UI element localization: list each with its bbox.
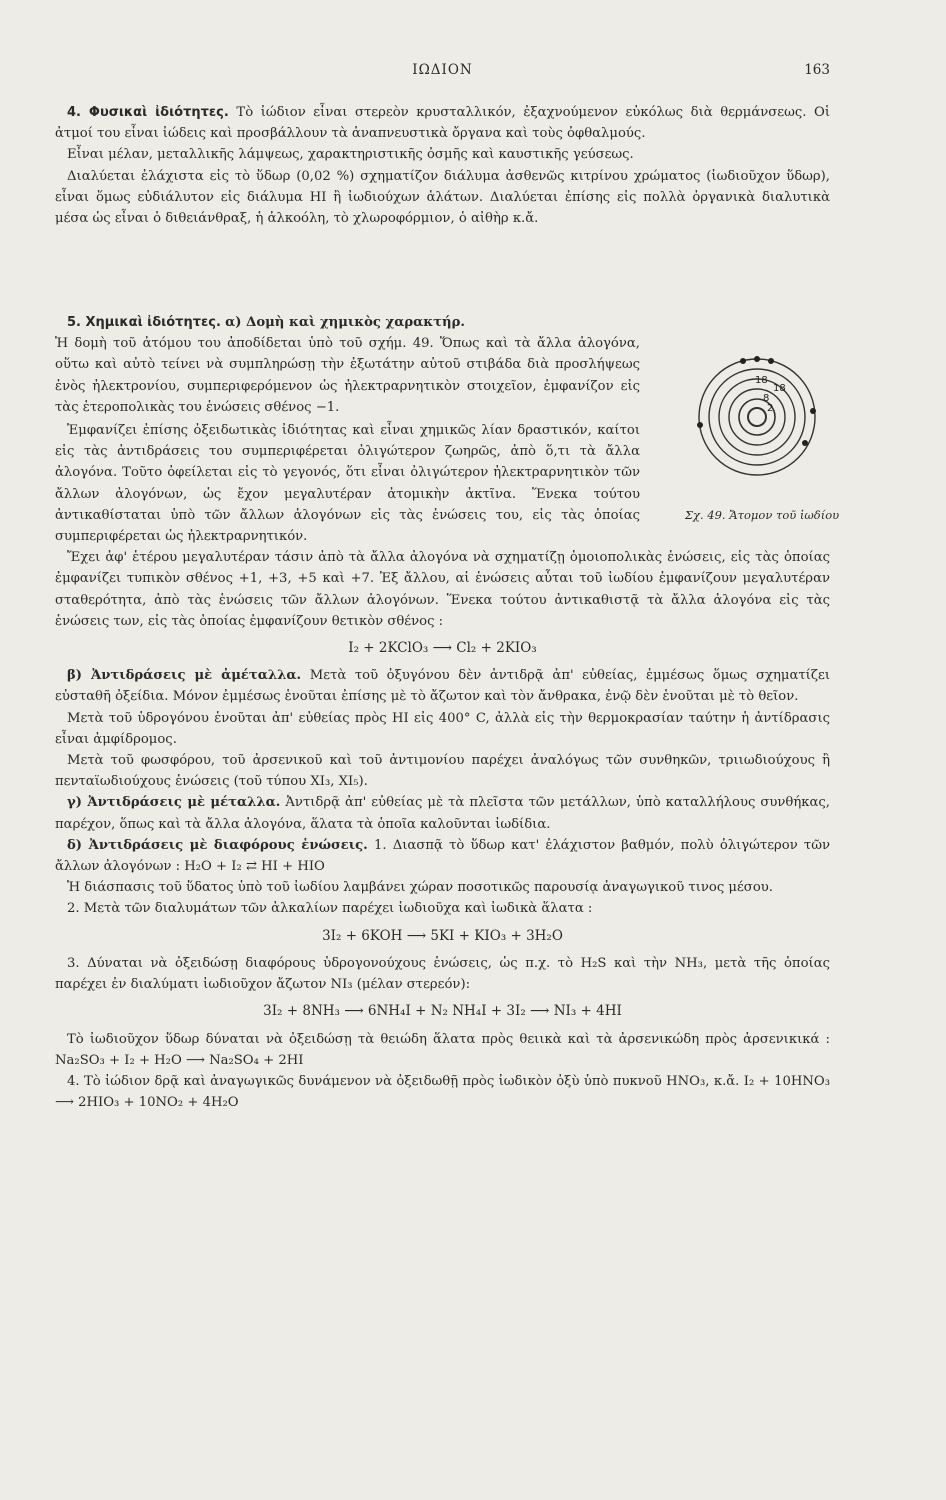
s5-b3: Μετὰ τοῦ φωσφόρου, τοῦ ἀρσενικοῦ καὶ τοῦ ἀντιμονίου παρέχει ἀναλόγως τῶν συνθηκῶν, τριιωδιούχους ἢ πενταϊωδιούχους ἑνώσεις (τοῦ τύπου XI₃, XI₅). [55,753,830,790]
equation-1: I₂ + 2KClO₃ ⟶ Cl₂ + 2KIO₃ [348,640,537,657]
iodine-atom-svg [695,355,835,485]
equation-3: 3I₂ + 8NH₃ ⟶ 6NH₄I + N₂ NH₄I + 3I₂ ⟶ NI₃ + 4HI [263,1003,622,1020]
shell-2 [729,389,785,445]
s4-paragraph-2: Εἶναι μέλαν, μεταλλικῆς λάμψεως, χαρακτηριστικῆς ὀσμῆς καὶ καυστικῆς γεύσεως. [67,147,634,163]
running-header [55,62,830,86]
page-number: 163 [804,62,830,78]
s5-c-paragraph [55,792,830,834]
shell-label: 18 [773,383,786,394]
s5-d6: 4. Τὸ ἰώδιον δρᾷ καὶ ἀναγωγικῶς δυνάμενον νὰ ὀξειδωθῇ πρὸς ἰωδικὸν ὀξὺ ὑπὸ πυκνοῦ HNO₃, κ.ἄ. I₂ + 10HNO₃ ⟶ 2HIO₃ + 10NO₂ + 4H₂O [55,1073,830,1111]
s5-sub-a: α) Δομὴ καὶ χημικὸς χαρακτήρ. [225,315,465,330]
s4-paragraph-3: Διαλύεται ἐλάχιστα εἰς τὸ ὕδωρ (0,02 %) σχηματίζον διάλυμα ἀσθενῶς κιτρίνου χρώματος (ἰωδιοῦχον ὕδωρ), εἶναι ὅμως εὐδιάλυτον εἰς διάλυμα HI ἢ ἰωδιούχων ἁλάτων. Διαλύεται ἐπίσης εἰς πολλὰ ὀργανικὰ διαλυτικὰ μέσα ὡς εἶναι ὁ διθειάνθραξ, ἡ ἀλκοόλη, τὸ χλωροφόρμιον, ὁ αἰθὴρ κ.ἄ. [55,168,830,227]
s5-sub-b: β) Ἀντιδράσεις μὲ ἀμέταλλα. [67,668,302,684]
s5-d2: Ἡ διάσπασις τοῦ ὕδατος ὑπὸ τοῦ ἰωδίου λαμβάνει χώραν ποσοτικῶς παρουσίᾳ ἀναγωγικοῦ τινος μέσου. [67,880,773,896]
electron [740,358,746,364]
section-physical-properties [55,102,830,229]
electron [768,358,774,364]
s5-sub-d: δ) Ἀντιδράσεις μὲ διαφόρους ἑνώσεις. [67,837,368,853]
shell-label: 2 [767,403,774,414]
atom-diagram [695,355,835,485]
figure-caption: Σχ. 49. Ἄτομον τοῦ ἰωδίου [684,508,840,522]
s4-heading: 4. Φυσικαὶ ἰδιότητες. [67,105,229,120]
s5-b-paragraph [55,665,830,707]
s4-paragraph-1 [55,102,830,144]
s5-d1: 1. Διασπᾷ τὸ ὕδωρ κατ' ἐλάχιστον βαθμόν, πολὺ ὀλιγώτερον τῶν ἄλλων ἀλογόνων : H₂O + I₂ ⇄ HI + HIO [55,837,830,875]
nucleus [748,408,766,426]
s5-d3: 2. Μετὰ τῶν διαλυμάτων τῶν ἀλκαλίων παρέχει ἰωδιοῦχα καὶ ἰωδικὰ ἅλατα : [67,901,593,917]
s5-d4: 3. Δύναται νὰ ὀξειδώσῃ διαφόρους ὑδρογονούχους ἑνώσεις, ὡς π.χ. τὸ H₂S καὶ τὴν NH₃, μετὰ τῆς ὁποίας παρέχει ἐν διαλύματι ἰωδιοῦχον ἄζωτον NI₃ (μέλαν στερεόν): [55,955,830,993]
s5-b1: Μετὰ τοῦ ὀξυγόνου δὲν ἀντιδρᾷ ἀπ' εὐθείας, ἐμμέσως ὅμως σχηματίζει εὐσταθῆ ὀξείδια. Μόνον ἐμμέσως ἑνοῦται ἐπίσης μὲ τὸ ἄζωτον καὶ τὸν ἄνθρακα, ἐνῷ δὲν ἑνοῦται μὲ τὸ θεῖον. [55,668,830,705]
s5-c1: Ἀντιδρᾷ ἀπ' εὐθείας μὲ τὰ πλεῖστα τῶν μετάλλων, ὑπὸ καταλλήλους συνθήκας, παρέχον, ὅπως καὶ τὰ ἄλλα ἀλογόνα, ἅλατα τὰ ὁποῖα καλοῦνται ἰωδίδια. [55,795,830,832]
s4-p1-text: Τὸ ἰώδιον εἶναι στερεὸν κρυσταλλικόν, ἐξαχνούμενον εὐκόλως διὰ θερμάνσεως. Οἱ ἀτμοί του εἶναι ἰώδεις καὶ προσβάλλουν τὰ ἀναπνευστικὰ ὄργανα καὶ τοὺς ὀφθαλμούς. [55,105,830,142]
electron [754,356,760,362]
s5-paragraph-1 [55,312,830,333]
s5-p1: Ἡ δομὴ τοῦ ἀτόμου του ἀποδίδεται ὑπὸ τοῦ σχήμ. 49. Ὅπως καὶ τὰ ἄλλα ἀλογόνα, οὕτω καὶ αὐτὸ τείνει νὰ συμπληρώσῃ τὴν ἐξωτάτην αὐτοῦ στιβάδα διὰ προσλήψεως ἑνὸς ἠλεκτρονίου, συμπεριφερόμενον ὡς ἠλεκτραρνητικὸν στοιχεῖον, ἐμφανίζον εἰς τὰς ἑτεροπολικὰς του ἑνώσεις σθένος −1. [55,336,640,415]
equation-2: 3I₂ + 6KOH ⟶ 5KI + KIO₃ + 3H₂O [322,927,563,944]
s5-heading: 5. Χημικαὶ ἰδιότητες. [67,315,221,330]
shell-label: 18 [755,375,768,386]
s5-p3: Ἔχει ἀφ' ἑτέρου μεγαλυτέραν τάσιν ἀπὸ τὰ ἄλλα ἀλογόνα νὰ σχηματίζῃ ὁμοιοπολικὰς ἑνώσεις, εἰς τὰς ὁποίας ἐμφανίζει τυπικὸν σθένος +1, +3, +5 καὶ +7. Ἐξ ἄλλου, αἱ ἑνώσεις αὗται τοῦ ἰωδίου ἐμφανίζουν μεγαλυτέραν σταθερότητα, ἀπὸ τὰς ἑνώσεις τῶν ἄλλων ἀλογόνων. Ἕνεκα τούτου ἀντικαθιστᾷ τὰ ἄλλα ἀλογόνα εἰς τὰς ἑνώσεις των, εἰς τὰς ὁποίας ἐμφανίζουν θετικὸν σθένος : [55,550,830,629]
running-title: ΙΩΔΙΟΝ [412,62,473,78]
s5-d-paragraph [55,835,830,877]
s5-p2: Ἐμφανίζει ἐπίσης ὀξειδωτικὰς ἰδιότητας καὶ εἶναι χημικῶς λίαν δραστικόν, καίτοι εἰς τὰς ἀντιδράσεις του συμπεριφέρεται ὀλιγώτερον ζωηρῶς, ἀπὸ ὅ,τι τὰ ἄλλα ἀλογόνα. Τοῦτο ὀφείλεται εἰς τὸ γεγονός, ὅτι εἶναι ὀλιγώτερον ἠλεκτραρνητικὸν τῶν ἄλλων ἀλογόνων, ὡς ἔχον μεγαλυτέραν ἀτομικὴν ἀκτῖνα. Ἕνεκα τούτου ἀντικαθίσταται ὑπὸ τῶν ἄλλων ἀλογόνων εἰς τὰς ἑνώσεις του, εἰς τὰς ὁποίας συμπεριφέρεται ὡς ἠλεκτραρνητικόν. [55,423,640,545]
electron [697,422,703,428]
s5-sub-c: γ) Ἀντιδράσεις μὲ μέταλλα. [67,795,281,811]
electron [810,408,816,414]
s5-b2: Μετὰ τοῦ ὑδρογόνου ἑνοῦται ἀπ' εὐθείας πρὸς HI εἰς 400° C, ἀλλὰ εἰς τὴν θερμοκρασίαν ταύτην ἡ ἀντίδρασις εἶναι ἀμφίδρομος. [55,710,830,747]
electron [802,440,808,446]
s5-d5: Τὸ ἰωδιοῦχον ὕδωρ δύναται νὰ ὀξειδώσῃ τὰ θειώδη ἅλατα πρὸς θειικὰ καὶ τὰ ἀρσενικώδη πρὸς ἀρσενικικά : Na₂SO₃ + I₂ + H₂O ⟶ Na₂SO₄ + 2HI [55,1031,830,1068]
shell-label: 8 [763,393,770,404]
